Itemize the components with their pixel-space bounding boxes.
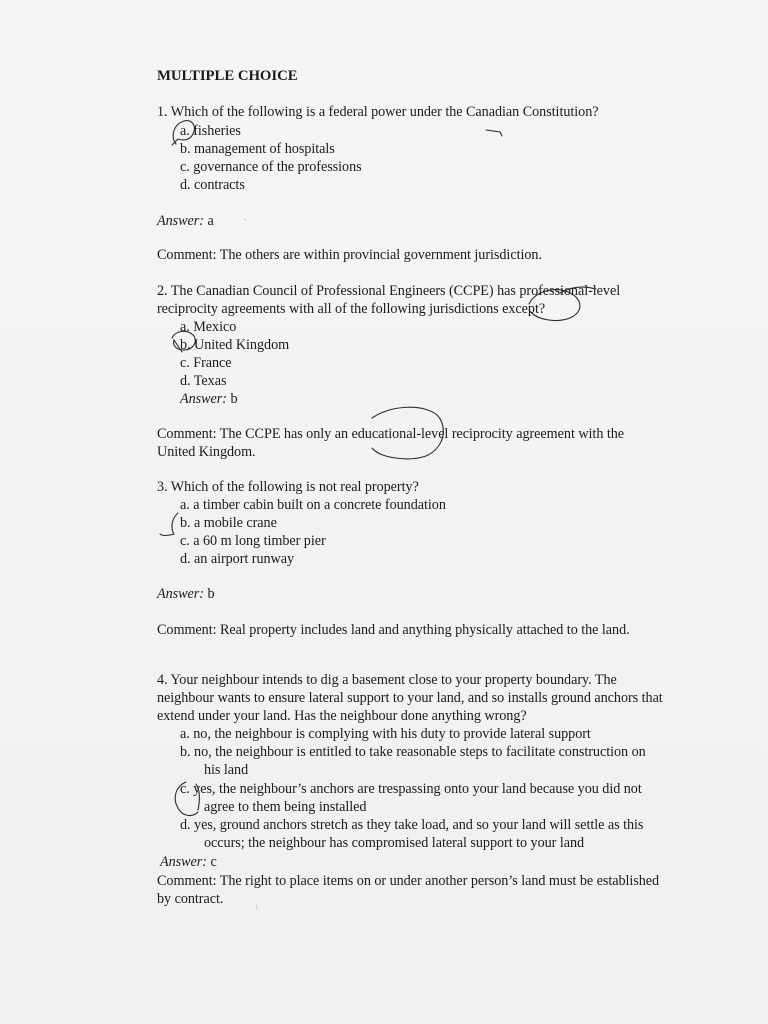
question-4-comment-line-1: Comment: The right to place items on or under another person’s land must be established <box>157 873 660 889</box>
question-4-option-d: d. yes, ground anchors stretch as they take load, and so your land will settle as this <box>180 817 644 833</box>
question-4-option-d-continued: occurs; the neighbour has compromised lateral support to your land <box>204 835 585 851</box>
question-3-option-d: d. an airport runway <box>180 551 295 567</box>
question-4-stem-line-3: extend under your land. Has the neighbour done anything wrong? <box>157 708 527 724</box>
answer-value: b <box>230 391 238 407</box>
question-4-option-b: b. no, the neighbour is entitled to take reasonable steps to facilitate construction on <box>180 744 646 760</box>
answer-label: Answer: <box>160 854 207 870</box>
question-3-option-c: c. a 60 m long timber pier <box>180 533 326 549</box>
question-4-option-c: c. yes, the neighbour’s anchors are trespassing onto your land because you did not <box>180 781 642 797</box>
question-4-option-a: a. no, the neighbour is complying with his duty to provide lateral support <box>180 726 591 742</box>
answer-label: Answer: <box>157 213 204 229</box>
question-2-option-b: b. United Kingdom <box>180 337 290 353</box>
question-2-answer <box>180 390 237 408</box>
question-2-stem-line-1: 2. The Canadian Council of Professional Engineers (CCPE) has professional-level <box>157 283 621 299</box>
question-1-option-d: d. contracts <box>180 177 245 193</box>
speck-1 <box>244 219 246 220</box>
pen-mark-q3-b <box>160 513 178 536</box>
question-1-comment: Comment: The others are within provincial government jurisdiction. <box>157 247 542 263</box>
question-1-answer <box>157 212 214 230</box>
question-2-option-c: c. France <box>180 355 232 371</box>
question-2-comment-line-1: Comment: The CCPE has only an educational-level reciprocity agreement with the <box>157 426 625 442</box>
answer-value: a <box>207 213 214 229</box>
question-4-stem-line-1: 4. Your neighbour intends to dig a basement close to your property boundary. The <box>157 672 617 688</box>
answer-value: c <box>210 854 217 870</box>
question-3-option-a: a. a timber cabin built on a concrete foundation <box>180 497 446 513</box>
section-heading: MULTIPLE CHOICE <box>157 68 298 84</box>
question-4-option-b-continued: his land <box>204 762 249 778</box>
pen-tick-q1 <box>486 130 502 136</box>
question-2-stem-line-2: reciprocity agreements with all of the following jurisdictions except? <box>157 301 546 317</box>
question-1-option-c: c. governance of the professions <box>180 159 362 175</box>
question-3-comment: Comment: Real property includes land and anything physically attached to the land. <box>157 622 630 638</box>
question-2-comment-line-2: United Kingdom. <box>157 444 256 460</box>
question-1-option-a: a. fisheries <box>180 123 241 139</box>
question-1-stem: 1. Which of the following is a federal power under the Canadian Constitution? <box>157 104 599 120</box>
question-4-comment-line-2: by contract. <box>157 891 224 907</box>
question-4-answer <box>160 853 217 871</box>
question-2-option-a: a. Mexico <box>180 319 237 335</box>
question-3-option-b: b. a mobile crane <box>180 515 277 531</box>
question-3-stem: 3. Which of the following is not real property? <box>157 479 419 495</box>
question-1-option-b: b. management of hospitals <box>180 141 335 157</box>
answer-label: Answer: <box>157 586 204 602</box>
question-2-option-d: d. Texas <box>180 373 227 389</box>
question-3-answer <box>157 585 214 603</box>
answer-value: b <box>207 586 215 602</box>
speck-2 <box>256 905 257 909</box>
answer-label: Answer: <box>180 391 227 407</box>
question-4-stem-line-2: neighbour wants to ensure lateral support to your land, and so installs ground anchors that <box>157 690 663 706</box>
question-4-option-c-continued: agree to them being installed <box>204 799 367 815</box>
